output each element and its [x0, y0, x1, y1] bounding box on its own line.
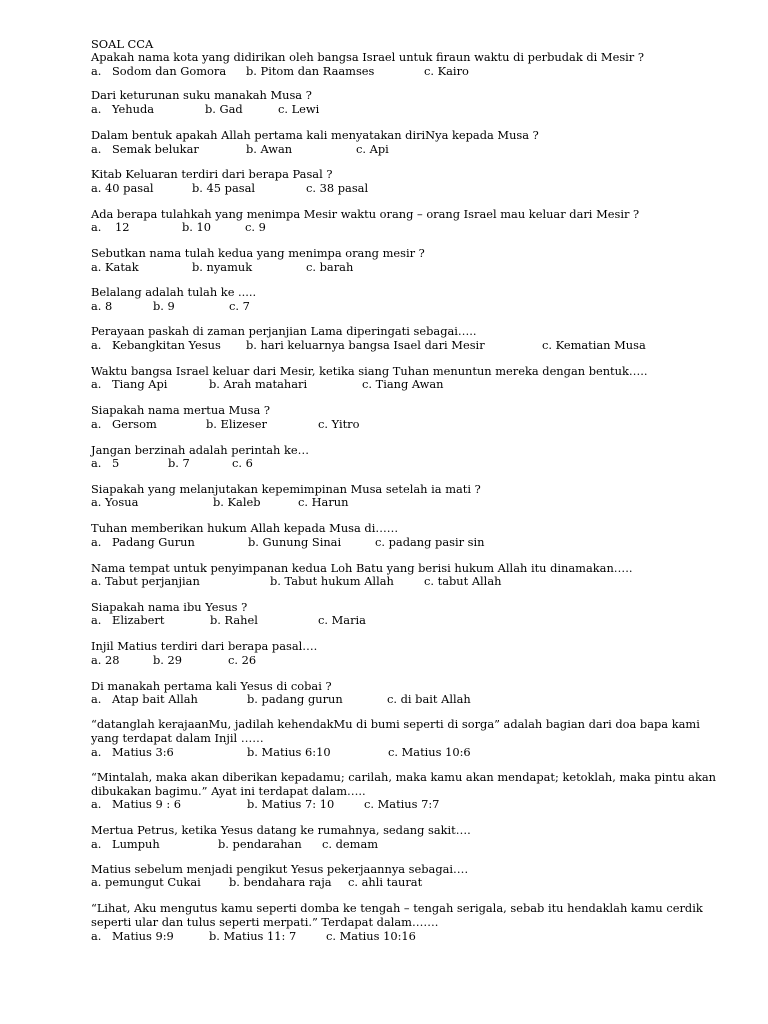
question-text: “datanglah kerajaanMu, jadilah kehendakMu di bumi seperti di sorga” adalah bagian dari doa bapa kami [91, 717, 700, 731]
answer-option: a. [91, 220, 102, 234]
answer-option: b. padang gurun [247, 692, 343, 706]
question-text: Siapakah yang melanjutakan kepemimpinan Musa setelah ia mati ? [91, 482, 481, 496]
answer-option: b. 10 [182, 220, 212, 234]
answer-option: b. pendarahan [218, 837, 302, 851]
answer-option: c. Matius 10:16 [326, 929, 416, 943]
answer-option: b. bendahara raja [229, 875, 332, 889]
answer-option: c. 26 [228, 653, 257, 667]
answer-option: b. 9 [153, 299, 175, 313]
answer-option: b. 45 pasal [192, 181, 256, 195]
question-text-continued: dibukakan bagimu.” Ayat ini terdapat dalam….. [91, 784, 366, 798]
answer-option: Matius 9:9 [112, 929, 174, 943]
answer-option: c. Yitro [318, 417, 360, 431]
question-text: Mertua Petrus, ketika Yesus datang ke rumahnya, sedang sakit…. [91, 823, 471, 837]
question-text: Belalang adalah tulah ke ..... [91, 285, 257, 299]
answer-option: a. [91, 929, 102, 943]
answer-option: c. 7 [229, 299, 250, 313]
answer-option: Sodom dan Gomora [112, 64, 227, 78]
answer-option: b. 7 [168, 456, 190, 470]
answer-option: c. di bait Allah [387, 692, 471, 706]
question-text: Siapakah nama mertua Musa ? [91, 403, 270, 417]
answer-option: Tiang Api [112, 377, 168, 391]
answer-option: b. Elizeser [206, 417, 267, 431]
answer-option: 5 [112, 456, 120, 470]
answer-option: b. Matius 6:10 [247, 745, 331, 759]
answer-option: a. Katak [91, 260, 139, 274]
answer-option: a. [91, 797, 102, 811]
question-text: Apakah nama kota yang didirikan oleh bangsa Israel untuk firaun waktu di perbudak di Mesir ? [91, 50, 644, 64]
answer-option: Atap bait Allah [112, 692, 198, 706]
answer-option: c. Kematian Musa [542, 338, 646, 352]
answer-option: c. Maria [318, 613, 366, 627]
answer-option: c. barah [306, 260, 354, 274]
answer-option: b. 29 [153, 653, 183, 667]
answer-option: Lumpuh [112, 837, 160, 851]
answer-option: c. Harun [298, 495, 349, 509]
answer-option: c. Matius 10:6 [388, 745, 471, 759]
answer-option: Kebangkitan Yesus [112, 338, 221, 352]
answer-option: Padang Gurun [112, 535, 195, 549]
question-text-continued: seperti ular dan tulus seperti merpati.” Terdapat dalam……. [91, 915, 439, 929]
answer-option: a. [91, 745, 102, 759]
question-text: Nama tempat untuk penyimpanan kedua Loh Batu yang berisi hukum Allah itu dinamakan….. [91, 561, 633, 575]
answer-option: Matius 3:6 [112, 745, 174, 759]
answer-option: a. [91, 417, 102, 431]
answer-option: a. Tabut perjanjian [91, 574, 200, 588]
answer-option: a. [91, 377, 102, 391]
question-text: Waktu bangsa Israel keluar dari Mesir, ketika siang Tuhan menuntun mereka dengan bentuk….. [91, 364, 648, 378]
answer-option: a. [91, 535, 102, 549]
question-text: SOAL CCA [91, 37, 154, 51]
question-text: “Mintalah, maka akan diberikan kepadamu; carilah, maka kamu akan mendapat; ketoklah, maka pintu akan [91, 770, 716, 784]
answer-option: 12 [115, 220, 130, 234]
answer-option: c. Matius 7:7 [364, 797, 440, 811]
answer-option: b. Tabut hukum Allah [270, 574, 394, 588]
answer-option: a. [91, 102, 102, 116]
question-text: Kitab Keluaran terdiri dari berapa Pasal ? [91, 167, 333, 181]
answer-option: c. 9 [245, 220, 266, 234]
question-text: Perayaan paskah di zaman perjanjian Lama diperingati sebagai….. [91, 324, 477, 338]
answer-option: Matius 9 : 6 [112, 797, 182, 811]
answer-option: Yehuda [112, 102, 155, 116]
answer-option: a. 28 [91, 653, 120, 667]
answer-option: b. Kaleb [213, 495, 261, 509]
answer-option: a. [91, 692, 102, 706]
answer-option: b. Gad [205, 102, 243, 116]
answer-option: a. [91, 64, 102, 78]
answer-option: a. [91, 456, 102, 470]
answer-option: Semak belukar [112, 142, 199, 156]
answer-option: c. tabut Allah [424, 574, 502, 588]
answer-option: b. Matius 11: 7 [209, 929, 297, 943]
answer-option: b. Pitom dan Raamses [246, 64, 375, 78]
answer-option: c. padang pasir sin [375, 535, 485, 549]
question-text: Sebutkan nama tulah kedua yang menimpa orang mesir ? [91, 246, 425, 260]
answer-option: b. Rahel [210, 613, 258, 627]
answer-option: b. Gunung Sinai [248, 535, 342, 549]
question-text: Jangan berzinah adalah perintah ke… [91, 443, 310, 457]
answer-option: c. ahli taurat [348, 875, 423, 889]
question-text: Dari keturunan suku manakah Musa ? [91, 88, 312, 102]
question-text: Tuhan memberikan hukum Allah kepada Musa di…… [91, 521, 399, 535]
answer-option: a. [91, 338, 102, 352]
question-text: Dalam bentuk apakah Allah pertama kali menyatakan diriNya kepada Musa ? [91, 128, 539, 142]
answer-option: a. [91, 613, 102, 627]
answer-option: a. [91, 837, 102, 851]
answer-option: Gersom [112, 417, 157, 431]
question-text: “Lihat, Aku mengutus kamu seperti domba ke tengah – tengah serigala, sebab itu hendaklah kamu cerdik [91, 901, 703, 915]
question-text: Di manakah pertama kali Yesus di cobai ? [91, 679, 332, 693]
answer-option: a. 40 pasal [91, 181, 154, 195]
answer-option: a. Yosua [91, 495, 139, 509]
answer-option: c. Api [356, 142, 389, 156]
answer-option: c. 6 [232, 456, 253, 470]
answer-option: b. Arah matahari [209, 377, 308, 391]
question-text: Injil Matius terdiri dari berapa pasal…. [91, 639, 318, 653]
answer-option: b. Awan [246, 142, 293, 156]
answer-option: Elizabert [112, 613, 165, 627]
answer-option: c. Lewi [278, 102, 320, 116]
answer-option: c. demam [322, 837, 379, 851]
answer-option: b. nyamuk [192, 260, 253, 274]
answer-option: a. 8 [91, 299, 113, 313]
question-text: Matius sebelum menjadi pengikut Yesus pekerjaannya sebagai…. [91, 862, 469, 876]
answer-option: c. 38 pasal [306, 181, 369, 195]
question-text: Ada berapa tulahkah yang menimpa Mesir waktu orang – orang Israel mau keluar dari Mesir ? [91, 207, 640, 221]
answer-option: c. Kairo [424, 64, 469, 78]
question-text: Siapakah nama ibu Yesus ? [91, 600, 248, 614]
answer-option: c. Tiang Awan [362, 377, 444, 391]
answer-option: a. [91, 142, 102, 156]
answer-option: b. Matius 7: 10 [247, 797, 335, 811]
question-text-continued: yang terdapat dalam Injil …… [91, 731, 264, 745]
answer-option: a. pemungut Cukai [91, 875, 201, 889]
answer-option: b. hari keluarnya bangsa Isael dari Mesir [246, 338, 485, 352]
